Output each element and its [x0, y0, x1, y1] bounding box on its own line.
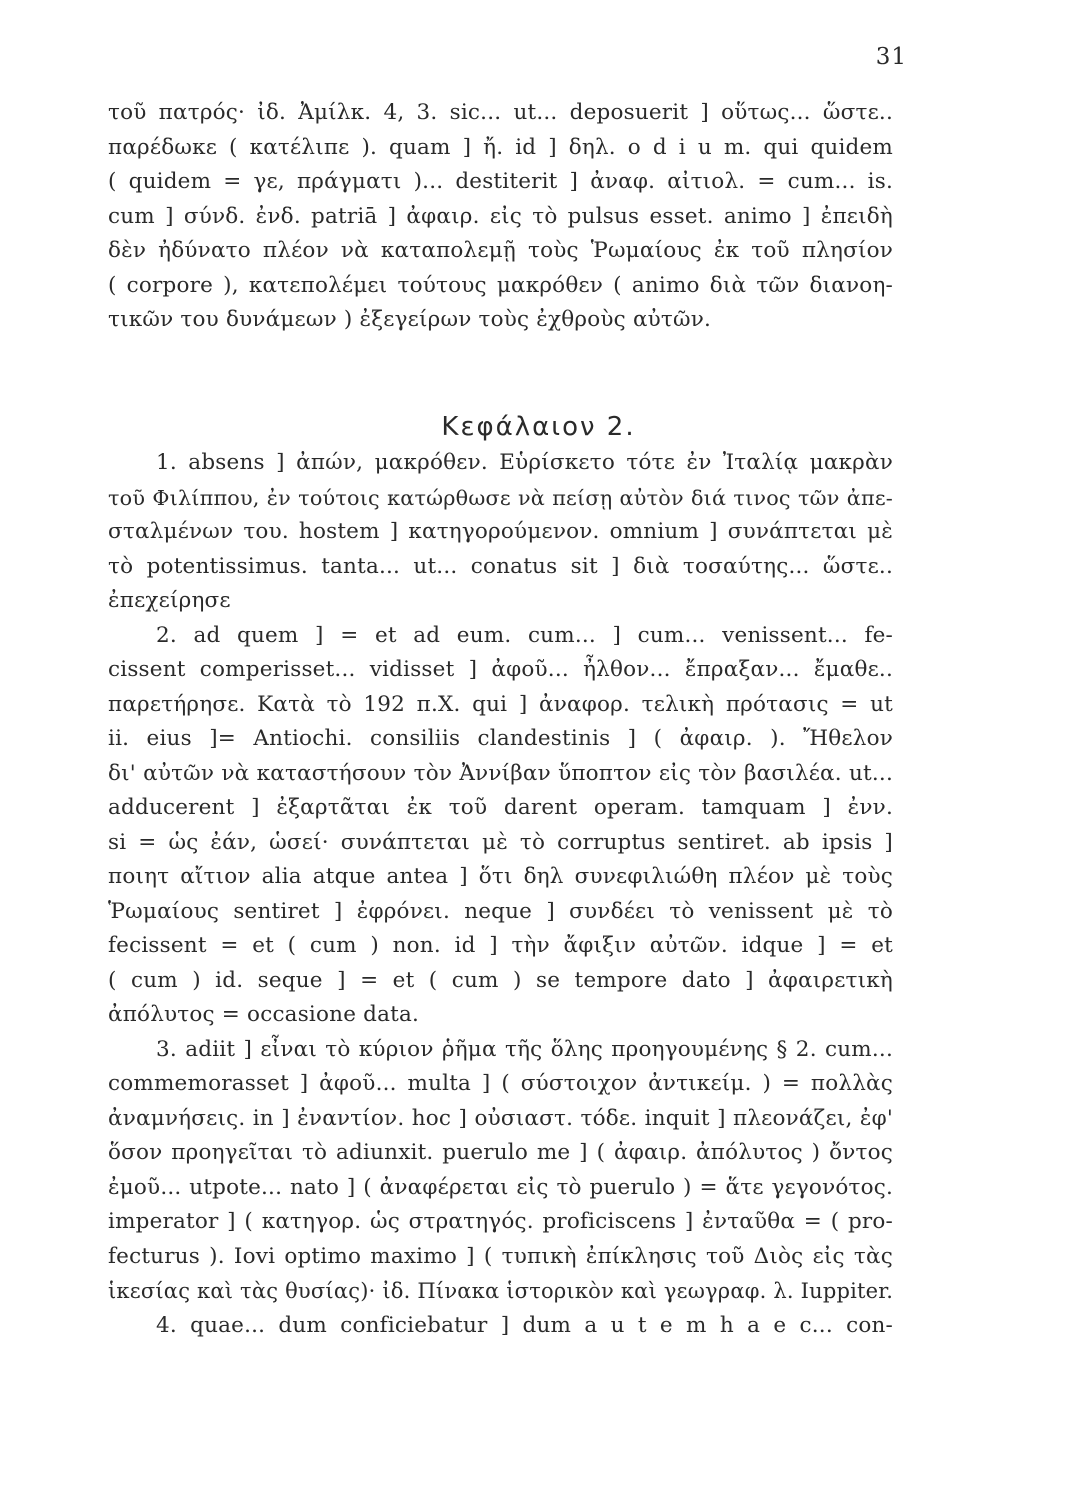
text-line: ii. eius ]= Antiochi. consiliis clandestinis ] ( ἀφαιρ. ). Ἤθελον [108, 726, 893, 751]
text-line: ἐμοῦ... utpote... nato ] ( ἀναφέρεται εἰς τὸ puerulo ) = ἅτε γεγονότος. [108, 1174, 893, 1200]
text-line: si = ὡς ἐάν, ὡσεί· συνάπτεται μὲ τὸ corruptus sentiret. ab ipsis ] [108, 829, 893, 855]
text-line: δι' αὐτῶν νὰ καταστήσουν τὸν Ἀννίβαν ὕποπτον εἰς τὸν βασιλέα. ut... [108, 760, 893, 786]
text-line: ( cum ) id. seque ] = et ( cum ) se tempore dato ] ἀφαιρετικὴ [108, 967, 893, 993]
text-line: δὲν ἠδύνατο πλέον νὰ καταπολεμῇ τοὺς Ῥωμαίους ἐκ τοῦ πλησίον [108, 238, 893, 263]
text-line: fecissent = et ( cum ) non. id ] τὴν ἄφιξιν αὐτῶν. idque ] = et [108, 933, 893, 958]
text-line: ἱκεσίας καὶ τὰς θυσίας)· ἰδ. Πίνακα ἱστορικὸν καὶ γεωγραφ. λ. Iuppiter. [108, 1279, 894, 1303]
text-line: σταλμένων του. hostem ] κατηγορούμενον. omnium ] συνάπτεται μὲ [108, 519, 893, 544]
text-line: τικῶν του δυνάμεων ) ἐξεγείρων τοὺς ἐχθροὺς αὐτῶν. [108, 307, 712, 332]
text-line: cissent comperisset... vidisset ] ἀφοῦ... ἦλθον... ἔπραξαν... ἔμαθε.. [108, 657, 893, 682]
text-line: τοῦ πατρός· ἰδ. Ἀμίλκ. 4, 3. sic... ut... deposuerit ] οὕτως... ὥστε.. [108, 100, 893, 125]
page-number: 31 [875, 44, 907, 70]
chapter-heading: Κεφάλαιον 2. [441, 412, 636, 442]
text-line: commemorasset ] ἀφοῦ... multa ] ( σύστοιχον ἀντικείμ. ) = πολλὰς [108, 1071, 893, 1096]
text-line: παρέδωκε ( κατέλιπε ). quam ] ἤ. id ] δηλ. o d i u m. qui quidem [108, 134, 893, 160]
text-line: ποιητ αἴτιον alia atque antea ] ὅτι δηλ συνεφιλιώθη πλέον μὲ τοὺς [108, 864, 893, 889]
text-line: adducerent ] ἐξαρτᾶται ἐκ τοῦ darent operam. tamquam ] ἐνν. [108, 795, 893, 820]
text-line: 2. ad quem ] = et ad eum. cum... ] cum... venissent... fe- [156, 622, 893, 648]
text-line: imperator ] ( κατηγορ. ὡς στρατηγός. proficiscens ] ἐνταῦθα = ( pro- [108, 1209, 893, 1234]
text-line: fecturus ). Iovi optimo maximo ] ( τυπικὴ ἐπίκλησις τοῦ Διὸς εἰς τὰς [108, 1243, 893, 1269]
text-line: παρετήρησε. Κατὰ τὸ 192 π.Χ. qui ] ἀναφορ. τελικὴ πρότασις = ut [108, 691, 893, 717]
text-line: 3. adiit ] εἶναι τὸ κύριον ῥῆμα τῆς ὅλης προηγουμένης § 2. cum... [156, 1036, 893, 1062]
text-line: τὸ potentissimus. tanta... ut... conatus sit ] διὰ τοσαύτης... ὥστε.. [108, 553, 893, 579]
text-line: τοῦ Φιλίππου, ἐν τούτοις κατώρθωσε νὰ πείσῃ αὐτὸν διά τινος τῶν ἀπε- [108, 485, 893, 510]
text-line: cum ] σύνδ. ἐνδ. patriā ] ἀφαιρ. εἰς τὸ pulsus esset. animo ] ἐπειδὴ [108, 203, 893, 229]
text-line: ἀναμνήσεις. in ] ἐναντίον. hoc ] οὐσιαστ. τόδε. inquit ] πλεονάζει, ἐφ' [108, 1105, 893, 1131]
commentary-block-chapter-2 [108, 446, 893, 1343]
text-line: 4. quae... dum conficiebatur ] dum a u t e m h a e c... con- [156, 1312, 893, 1338]
text-line: 1. absens ] ἀπών, μακρόθεν. Εὑρίσκετο τότε ἐν Ἰταλίᾳ μακρὰν [156, 450, 893, 475]
commentary-block-intro [108, 96, 893, 338]
text-line: ( quidem = γε, πράγματι )... destiterit ] ἀναφ. αἰτιολ. = cum... is. [108, 169, 893, 194]
text-line: ἀπόλυτος = occasione data. [108, 1002, 420, 1027]
text-line: ὅσον προηγεῖται τὸ adiunxit. puerulo me ] ( ἀφαιρ. ἀπόλυτος ) ὄντος [108, 1140, 893, 1165]
text-line: Ῥωμαίους sentiret ] ἐφρόνει. neque ] συνδέει τὸ venissent μὲ τὸ [108, 898, 893, 924]
text-line: ἐπεχείρησε [108, 588, 231, 613]
text-line: ( corpore ), κατεπολέμει τούτους μακρόθεν ( animo διὰ τῶν διανοη- [108, 272, 893, 298]
